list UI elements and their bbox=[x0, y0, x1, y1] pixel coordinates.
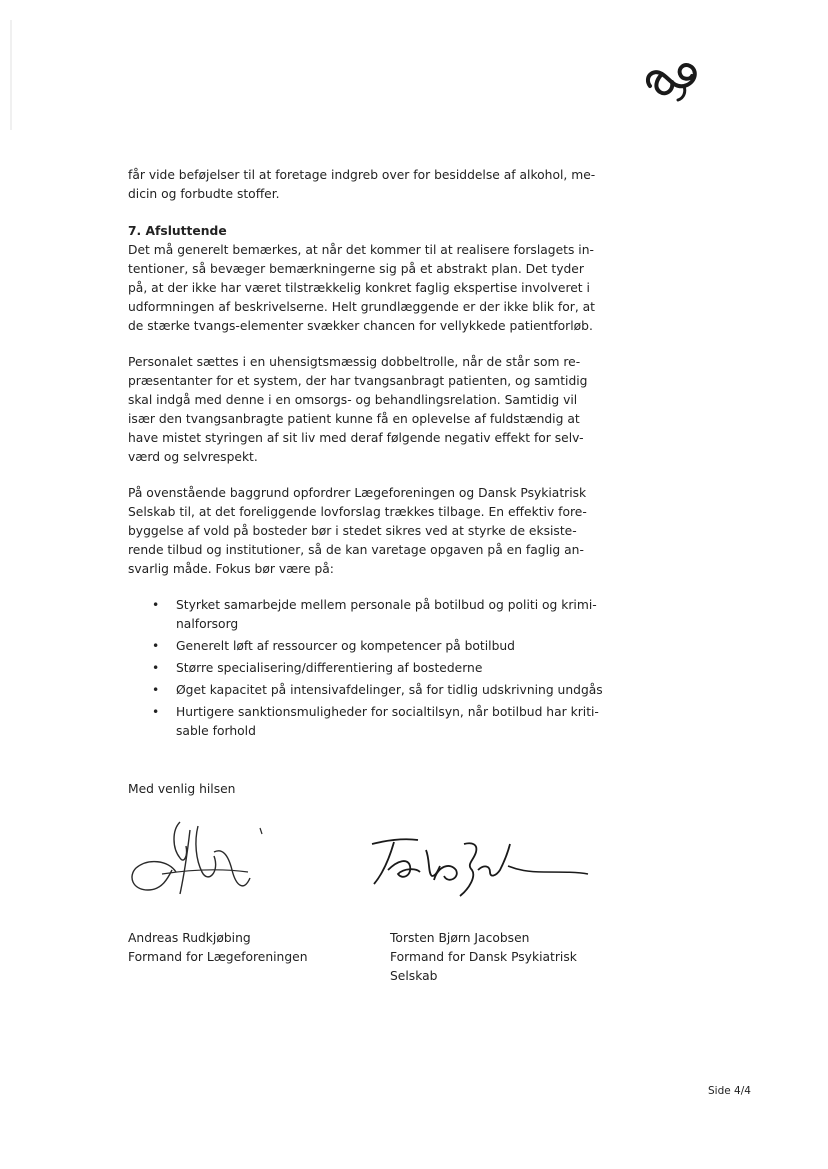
signer-block bbox=[128, 929, 308, 967]
signer-name: Andreas Rudkjøbing bbox=[128, 931, 251, 945]
signer-title: Formand for Dansk Psykiatrisk bbox=[390, 950, 577, 964]
signer-block bbox=[390, 929, 577, 986]
text-line: værd og selvrespekt. bbox=[128, 450, 258, 464]
closing-text: Med venlig hilsen bbox=[128, 782, 236, 796]
bullet-marker: • bbox=[152, 683, 160, 697]
bullet-marker: • bbox=[152, 661, 160, 675]
bullet-marker: • bbox=[152, 598, 160, 612]
page-number: Side 4/4 bbox=[708, 1085, 751, 1097]
text-line: dicin og forbudte stoffer. bbox=[128, 187, 280, 201]
signature-torsten-bjorn-jacobsen bbox=[368, 830, 590, 900]
text-line: får vide beføjelser til at foretage indgreb over for besiddelse af alkohol, me- bbox=[128, 168, 596, 182]
snake-emblem-icon bbox=[640, 52, 702, 102]
text-line: især den tvangsanbragte patient kunne få en oplevelse af fuldstændig at bbox=[128, 412, 580, 426]
list-item bbox=[148, 637, 608, 656]
list-item bbox=[148, 659, 608, 678]
scan-edge-mark bbox=[10, 20, 12, 130]
list-item-text: Hurtigere sanktionsmuligheder for socialtilsyn, når botilbud har kriti- bbox=[176, 705, 599, 719]
text-line: skal indgå med denne i en omsorgs- og behandlingsrelation. Samtidig vil bbox=[128, 393, 578, 407]
section-afsluttende bbox=[128, 222, 598, 336]
section-heading: 7. Afsluttende bbox=[128, 224, 227, 238]
bullet-marker: • bbox=[152, 705, 160, 719]
list-item bbox=[148, 703, 608, 741]
closing bbox=[128, 780, 598, 799]
signature-andreas-rudkjobing bbox=[128, 812, 278, 912]
list-item-text: Generelt løft af ressourcer og kompetencer på botilbud bbox=[176, 639, 515, 653]
bullet-marker: • bbox=[152, 639, 160, 653]
signer-title: Selskab bbox=[390, 969, 438, 983]
text-line: Selskab til, at det foreliggende lovforslag trækkes tilbage. En effektiv fore- bbox=[128, 505, 587, 519]
paragraph-3 bbox=[128, 484, 598, 579]
signer-title: Formand for Lægeforeningen bbox=[128, 950, 308, 964]
text-line: udformningen af beskrivelserne. Helt grundlæggende er der ikke blik for, at bbox=[128, 300, 596, 314]
list-item-text: Større specialisering/differentiering af bostederne bbox=[176, 661, 483, 675]
text-line: På ovenstående baggrund opfordrer Lægeforeningen og Dansk Psykiatrisk bbox=[128, 486, 587, 500]
list-item-text: Øget kapacitet på intensivafdelinger, så for tidlig udskrivning undgås bbox=[176, 683, 603, 697]
text-line: svarlig måde. Fokus bør være på: bbox=[128, 562, 334, 576]
focus-list bbox=[148, 596, 608, 744]
text-line: have mistet styringen af sit liv med deraf følgende negativ effekt for selv- bbox=[128, 431, 584, 445]
paragraph-2 bbox=[128, 353, 598, 467]
text-line: Personalet sættes i en uhensigtsmæssig dobbeltrolle, når de står som re- bbox=[128, 355, 581, 369]
text-line: Det må generelt bemærkes, at når det kommer til at realisere forslagets in- bbox=[128, 243, 594, 257]
intro-paragraph bbox=[128, 166, 598, 204]
list-item-text: nalforsorg bbox=[176, 617, 239, 631]
list-item-text: sable forhold bbox=[176, 724, 256, 738]
text-line: tentioner, så bevæger bemærkningerne sig på et abstrakt plan. Det tyder bbox=[128, 262, 584, 276]
text-line: de stærke tvangs-elementer svækker chancen for vellykkede patientforløb. bbox=[128, 319, 593, 333]
signer-name: Torsten Bjørn Jacobsen bbox=[390, 931, 530, 945]
text-line: på, at der ikke har været tilstrækkelig konkret faglig ekspertise involveret i bbox=[128, 281, 590, 295]
text-line: byggelse af vold på bosteder bør i stedet sikres ved at styrke de eksiste- bbox=[128, 524, 577, 538]
list-item-text: Styrket samarbejde mellem personale på botilbud og politi og krimi- bbox=[176, 598, 597, 612]
text-line: præsentanter for et system, der har tvangsanbragt patienten, og samtidig bbox=[128, 374, 588, 388]
list-item bbox=[148, 596, 608, 634]
text-line: rende tilbud og institutioner, så de kan varetage opgaven på en faglig an- bbox=[128, 543, 584, 557]
list-item bbox=[148, 681, 608, 700]
